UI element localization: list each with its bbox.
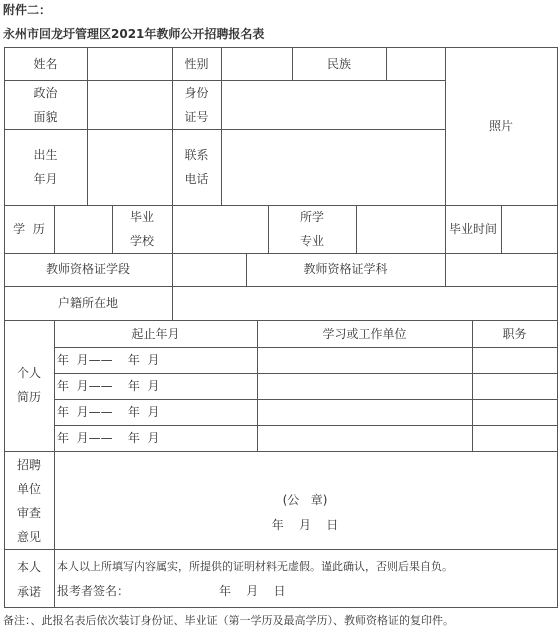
review-label-1: 招聘 bbox=[16, 458, 41, 472]
review-label-2: 单位 bbox=[16, 482, 41, 496]
id-label-1: 身份 bbox=[184, 86, 209, 100]
major-label-2: 专业 bbox=[299, 234, 324, 248]
footnote: 备注：、此报名表后依次装订身份证、毕业证（第一学历及最高学历）、教师资格证的复印件。 bbox=[3, 614, 454, 627]
contact-label-1: 联系 bbox=[184, 148, 209, 162]
review-date: 年 月 日 bbox=[271, 518, 339, 532]
cert-level-label: 教师资格证学段 bbox=[45, 262, 130, 276]
gender-label: 性别 bbox=[184, 57, 209, 71]
resume-label-1: 个人 bbox=[16, 366, 41, 380]
pledge-label-1: 本人 bbox=[16, 560, 41, 574]
attachment-label: 附件二： bbox=[3, 3, 52, 17]
contact-label-2: 电话 bbox=[184, 172, 209, 186]
review-label-4: 意见 bbox=[16, 530, 41, 544]
form-title: 永州市回龙圩管理区2021年教师公开招聘报名表 bbox=[3, 27, 265, 41]
id-label-2: 证号 bbox=[184, 110, 209, 124]
ethnicity-label: 民族 bbox=[326, 57, 351, 71]
grad-school-label-1: 毕业 bbox=[129, 210, 154, 224]
review-seal: (公 章) bbox=[282, 493, 328, 507]
cert-subject-label: 教师资格证学科 bbox=[303, 262, 388, 276]
resume-row-period: 年 月—— 年 月 bbox=[57, 431, 160, 445]
pledge-label-2: 承诺 bbox=[16, 585, 41, 599]
resume-row-period: 年 月—— 年 月 bbox=[57, 353, 160, 367]
education-label: 学 历 bbox=[13, 222, 45, 236]
pledge-statement: 本人以上所填写内容属实，所提供的证明材料无虚假。谨此确认，否则后果自负。 bbox=[57, 560, 453, 573]
resume-row-period: 年 月—— 年 月 bbox=[57, 405, 160, 419]
resume-row-period: 年 月—— 年 月 bbox=[57, 379, 160, 393]
hukou-label: 户籍所在地 bbox=[57, 296, 118, 310]
name-label: 姓名 bbox=[33, 57, 58, 71]
pledge-signature: 报考者签名： bbox=[57, 584, 130, 598]
political-label-1: 政治 bbox=[33, 86, 58, 100]
resume-header-unit: 学习或工作单位 bbox=[322, 327, 407, 341]
grad-time-label: 毕业时间 bbox=[448, 222, 497, 236]
resume-header-position: 职务 bbox=[502, 327, 527, 341]
birth-label-1: 出生 bbox=[33, 148, 58, 162]
photo-label: 照片 bbox=[488, 119, 513, 133]
grad-school-label-2: 学校 bbox=[129, 234, 154, 248]
review-label-3: 审查 bbox=[16, 506, 41, 520]
political-label-2: 面貌 bbox=[33, 110, 58, 124]
major-label-1: 所学 bbox=[299, 210, 324, 224]
birth-label-2: 年月 bbox=[33, 172, 58, 186]
resume-label-2: 简历 bbox=[16, 390, 41, 404]
pledge-date: 年 月 日 bbox=[219, 584, 286, 598]
resume-header-period: 起止年月 bbox=[131, 327, 180, 341]
